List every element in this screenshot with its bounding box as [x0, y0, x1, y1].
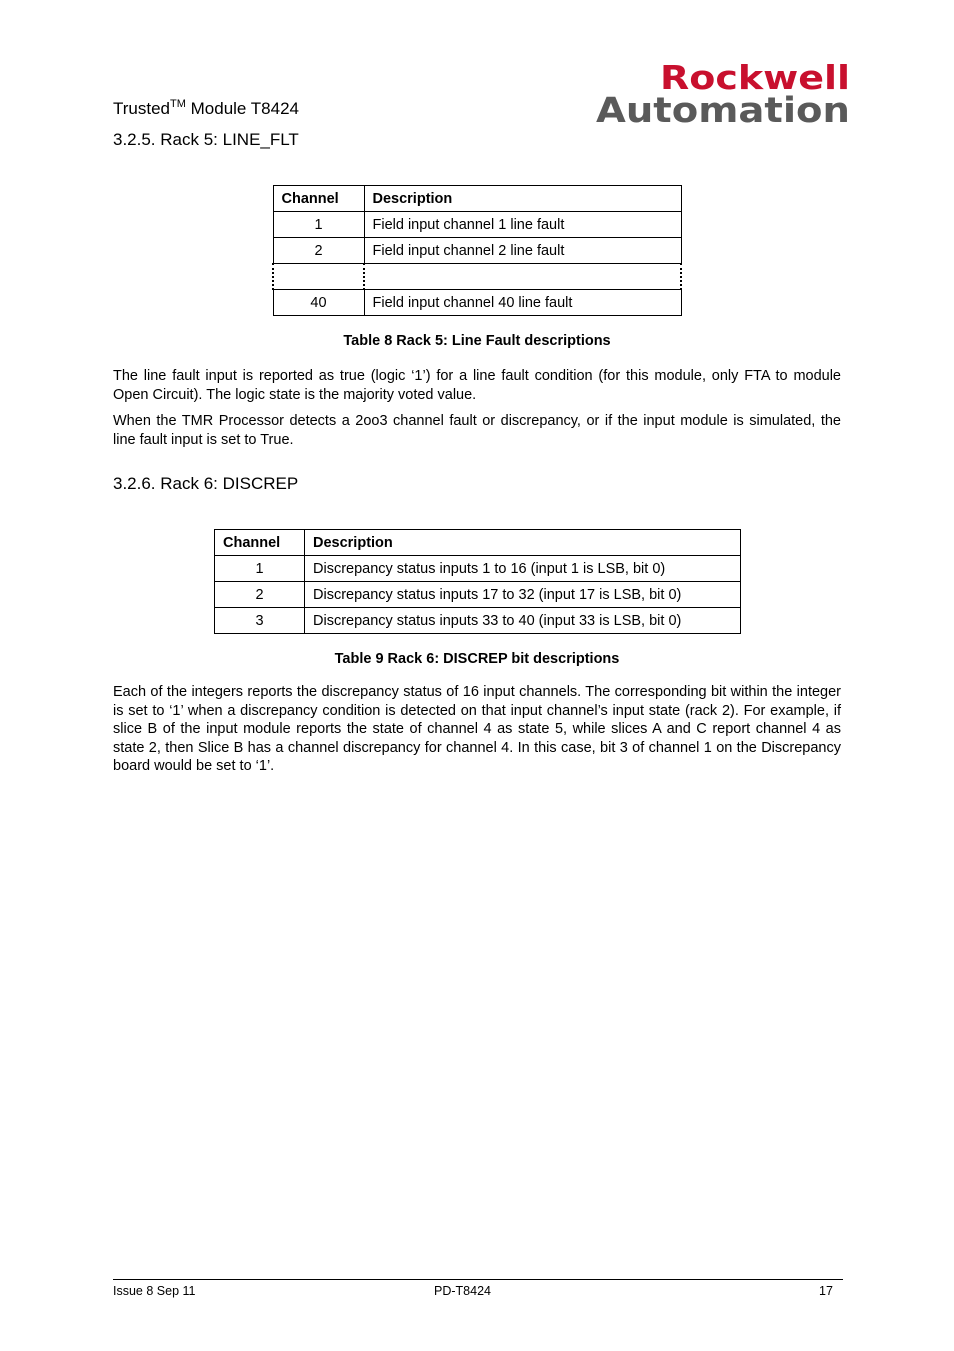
- description-cell: Discrepancy status inputs 1 to 16 (input 1 is LSB, bit 0): [305, 556, 741, 582]
- description-cell: [364, 264, 681, 290]
- discrep-table: [214, 529, 741, 634]
- table-row: [215, 582, 741, 608]
- column-header-description: Description: [364, 186, 681, 212]
- rockwell-automation-logo: [594, 58, 852, 128]
- channel-cell: 1: [273, 212, 364, 238]
- footer-issue: Issue 8 Sep 11: [113, 1284, 196, 1298]
- section-heading-line-flt: 3.2.5. Rack 5: LINE_FLT: [113, 130, 299, 149]
- logo-line-rockwell: Rockwell: [660, 58, 850, 97]
- table-row: [273, 290, 681, 316]
- table-header-row: [273, 186, 681, 212]
- logo-line-automation: Automation: [596, 91, 850, 128]
- trademark-superscript: TM: [170, 98, 186, 110]
- channel-cell: 40: [273, 290, 364, 316]
- footer-document-id: PD-T8424: [434, 1284, 491, 1298]
- table-header-row: [215, 530, 741, 556]
- description-cell: Discrepancy status inputs 33 to 40 (input 33 is LSB, bit 0): [305, 608, 741, 634]
- channel-cell: 2: [273, 238, 364, 264]
- title-prefix: Trusted: [113, 99, 171, 118]
- column-header-channel: Channel: [273, 186, 364, 212]
- paragraph: The line fault input is reported as true (logic ‘1’) for a line fault condition (for this module, only FTA to module Open Circuit). The logic state is the majority voted value.: [113, 368, 841, 403]
- document-title: [113, 98, 299, 120]
- description-cell: Field input channel 1 line fault: [364, 212, 681, 238]
- footer-page-number: 17: [819, 1284, 833, 1298]
- table-row: [273, 238, 681, 264]
- table-row-ellipsis-gap: [273, 264, 681, 290]
- paragraph: Each of the integers reports the discrepancy status of 16 input channels. The corresponding bit within the integer is set to ‘1’ when a discrepancy condition is detected on that input channel’s input state (rack 2). For example, if slice B of the input module reports the state of channel 4 as state 5, while slices A and C report channel 4 as state 2, then Slice B has a channel discrepancy for channel 4. In this case, bit 3 of channel 1 on the Discrepancy board would be set to ‘1’.: [113, 684, 841, 774]
- column-header-channel: Channel: [215, 530, 305, 556]
- channel-cell: 1: [215, 556, 305, 582]
- channel-cell: 3: [215, 608, 305, 634]
- table-row: [215, 556, 741, 582]
- table-caption-9: Table 9 Rack 6: DISCREP bit descriptions: [334, 651, 620, 667]
- column-header-description: Description: [305, 530, 741, 556]
- footer-divider: [113, 1279, 843, 1280]
- section-heading-discrep: 3.2.6. Rack 6: DISCREP: [113, 474, 299, 493]
- title-suffix: Module T8424: [185, 99, 300, 118]
- paragraph: When the TMR Processor detects a 2oo3 channel fault or discrepancy, or if the input module is simulated, the line fault input is set to True.: [113, 413, 841, 448]
- description-cell: Discrepancy status inputs 17 to 32 (input 17 is LSB, bit 0): [305, 582, 741, 608]
- channel-cell: [273, 264, 364, 290]
- table-caption-8: Table 8 Rack 5: Line Fault descriptions: [343, 333, 611, 349]
- channel-cell: 2: [215, 582, 305, 608]
- description-cell: Field input channel 2 line fault: [364, 238, 681, 264]
- table-row: [215, 608, 741, 634]
- line-fault-table: [272, 185, 682, 316]
- description-cell: Field input channel 40 line fault: [364, 290, 681, 316]
- table-row: [273, 212, 681, 238]
